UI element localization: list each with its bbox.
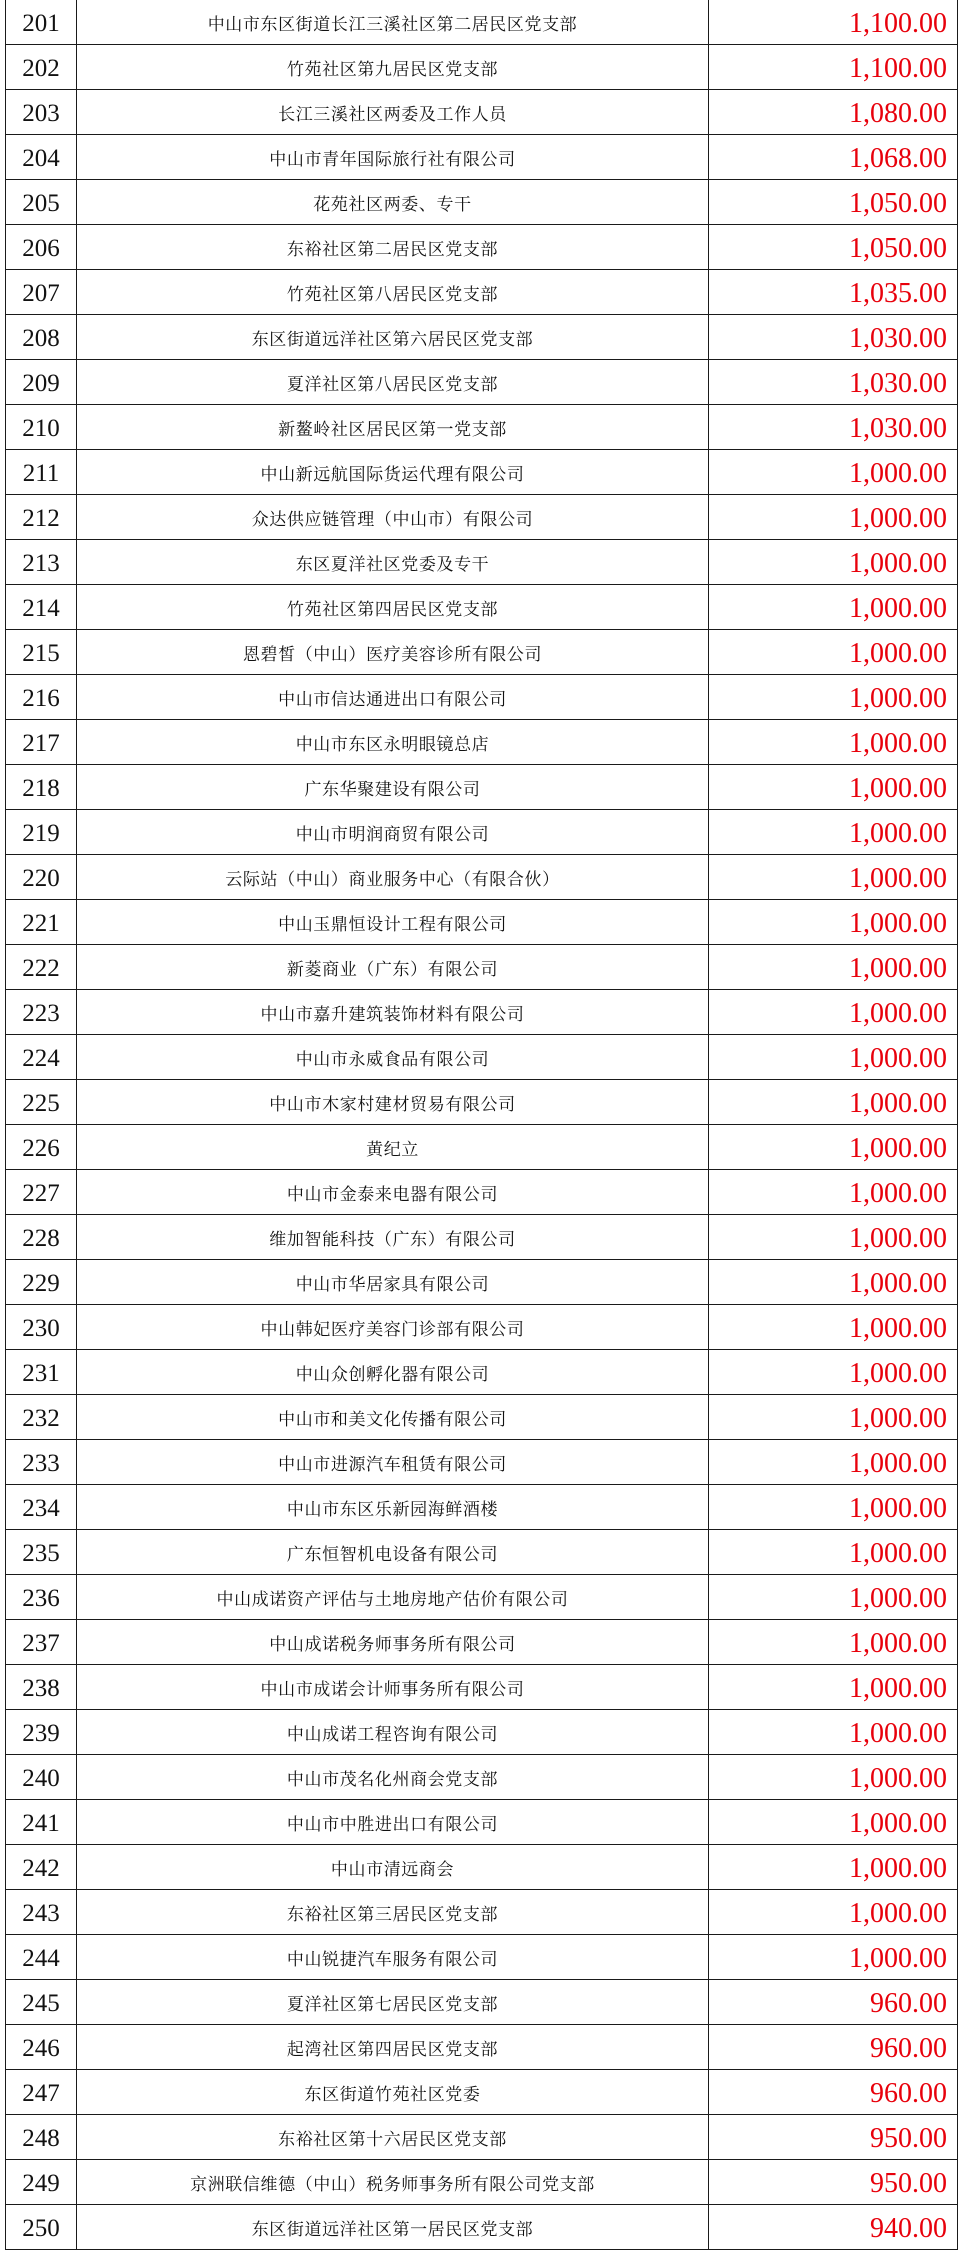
donor-name-cell: 新鳌岭社区居民区第一党支部: [77, 405, 709, 450]
row-number-cell: 229: [6, 1260, 77, 1305]
donor-name-cell: 中山新远航国际货运代理有限公司: [77, 450, 709, 495]
table-row: [6, 180, 958, 225]
amount-cell: 1,000.00: [709, 1170, 958, 1215]
table-row: [6, 1170, 958, 1215]
donor-name-cell: 竹苑社区第九居民区党支部: [77, 45, 709, 90]
donor-name-cell: 中山市永威食品有限公司: [77, 1035, 709, 1080]
table-row: [6, 1350, 958, 1395]
row-number-cell: 207: [6, 270, 77, 315]
amount-cell: 1,000.00: [709, 900, 958, 945]
amount-cell: 1,000.00: [709, 720, 958, 765]
row-number-cell: 208: [6, 315, 77, 360]
amount-cell: 1,000.00: [709, 1620, 958, 1665]
row-number-cell: 223: [6, 990, 77, 1035]
donor-name-cell: 夏洋社区第七居民区党支部: [77, 1980, 709, 2025]
row-number-cell: 250: [6, 2205, 77, 2250]
row-number-cell: 216: [6, 675, 77, 720]
row-number-cell: 234: [6, 1485, 77, 1530]
amount-cell: 1,000.00: [709, 1395, 958, 1440]
donor-name-cell: 中山市东区乐新园海鲜酒楼: [77, 1485, 709, 1530]
donor-name-cell: 中山市华居家具有限公司: [77, 1260, 709, 1305]
amount-cell: 1,030.00: [709, 360, 958, 405]
donor-name-cell: 云际站（中山）商业服务中心（有限合伙）: [77, 855, 709, 900]
amount-cell: 1,000.00: [709, 1260, 958, 1305]
row-number-cell: 205: [6, 180, 77, 225]
donor-name-cell: 夏洋社区第八居民区党支部: [77, 360, 709, 405]
table-row: [6, 495, 958, 540]
row-number-cell: 209: [6, 360, 77, 405]
row-number-cell: 204: [6, 135, 77, 180]
row-number-cell: 212: [6, 495, 77, 540]
donor-name-cell: 长江三溪社区两委及工作人员: [77, 90, 709, 135]
amount-cell: 1,050.00: [709, 225, 958, 270]
amount-cell: 960.00: [709, 2025, 958, 2070]
amount-cell: 1,000.00: [709, 1485, 958, 1530]
donor-name-cell: 中山成诺税务师事务所有限公司: [77, 1620, 709, 1665]
amount-cell: 1,100.00: [709, 0, 958, 45]
amount-cell: 1,000.00: [709, 1440, 958, 1485]
donation-table: [5, 0, 958, 2250]
amount-cell: 1,000.00: [709, 810, 958, 855]
amount-cell: 1,000.00: [709, 1035, 958, 1080]
table-row: [6, 720, 958, 765]
table-row: [6, 1575, 958, 1620]
table-row: [6, 1215, 958, 1260]
table-row: [6, 315, 958, 360]
row-number-cell: 219: [6, 810, 77, 855]
table-row: [6, 945, 958, 990]
amount-cell: 1,080.00: [709, 90, 958, 135]
donor-name-cell: 中山市和美文化传播有限公司: [77, 1395, 709, 1440]
row-number-cell: 249: [6, 2160, 77, 2205]
donor-name-cell: 中山市信达通进出口有限公司: [77, 675, 709, 720]
donor-name-cell: 中山韩妃医疗美容门诊部有限公司: [77, 1305, 709, 1350]
amount-cell: 1,000.00: [709, 1215, 958, 1260]
table-row: [6, 1530, 958, 1575]
donor-name-cell: 中山市中胜进出口有限公司: [77, 1800, 709, 1845]
table-row: [6, 1935, 958, 1980]
amount-cell: 1,000.00: [709, 1665, 958, 1710]
row-number-cell: 211: [6, 450, 77, 495]
donor-name-cell: 东裕社区第三居民区党支部: [77, 1890, 709, 1935]
table-row: [6, 45, 958, 90]
donor-name-cell: 新菱商业（广东）有限公司: [77, 945, 709, 990]
table-row: [6, 225, 958, 270]
amount-cell: 1,000.00: [709, 1530, 958, 1575]
donor-name-cell: 广东恒智机电设备有限公司: [77, 1530, 709, 1575]
amount-cell: 1,000.00: [709, 450, 958, 495]
row-number-cell: 202: [6, 45, 77, 90]
table-row: [6, 1305, 958, 1350]
row-number-cell: 243: [6, 1890, 77, 1935]
row-number-cell: 221: [6, 900, 77, 945]
row-number-cell: 231: [6, 1350, 77, 1395]
donor-name-cell: 中山市明润商贸有限公司: [77, 810, 709, 855]
donor-name-cell: 东区夏洋社区党委及专干: [77, 540, 709, 585]
amount-cell: 950.00: [709, 2160, 958, 2205]
row-number-cell: 228: [6, 1215, 77, 1260]
row-number-cell: 227: [6, 1170, 77, 1215]
table-row: [6, 900, 958, 945]
table-row: [6, 765, 958, 810]
row-number-cell: 222: [6, 945, 77, 990]
row-number-cell: 213: [6, 540, 77, 585]
donor-name-cell: 中山市茂名化州商会党支部: [77, 1755, 709, 1800]
donor-name-cell: 京洲联信维德（中山）税务师事务所有限公司党支部: [77, 2160, 709, 2205]
row-number-cell: 201: [6, 0, 77, 45]
amount-cell: 950.00: [709, 2115, 958, 2160]
amount-cell: 1,000.00: [709, 1305, 958, 1350]
table-row: [6, 360, 958, 405]
amount-cell: 1,000.00: [709, 585, 958, 630]
table-row: [6, 1755, 958, 1800]
amount-cell: 1,000.00: [709, 1800, 958, 1845]
amount-cell: 1,030.00: [709, 315, 958, 360]
table-row: [6, 2115, 958, 2160]
donor-name-cell: 广东华聚建设有限公司: [77, 765, 709, 810]
table-row: [6, 1485, 958, 1530]
amount-cell: 1,000.00: [709, 1125, 958, 1170]
amount-cell: 1,000.00: [709, 855, 958, 900]
table-row: [6, 270, 958, 315]
amount-cell: 1,000.00: [709, 675, 958, 720]
row-number-cell: 245: [6, 1980, 77, 2025]
table-row: [6, 1620, 958, 1665]
table-row: [6, 90, 958, 135]
amount-cell: 960.00: [709, 1980, 958, 2025]
table-row: [6, 1665, 958, 1710]
amount-cell: 1,000.00: [709, 1935, 958, 1980]
donor-name-cell: 中山市木家村建材贸易有限公司: [77, 1080, 709, 1125]
table-row: [6, 2160, 958, 2205]
amount-cell: 1,030.00: [709, 405, 958, 450]
table-row: [6, 585, 958, 630]
row-number-cell: 235: [6, 1530, 77, 1575]
row-number-cell: 203: [6, 90, 77, 135]
row-number-cell: 236: [6, 1575, 77, 1620]
donor-name-cell: 东裕社区第二居民区党支部: [77, 225, 709, 270]
table-row: [6, 1800, 958, 1845]
row-number-cell: 241: [6, 1800, 77, 1845]
table-row: [6, 1035, 958, 1080]
table-row: [6, 630, 958, 675]
table-row: [6, 1080, 958, 1125]
donor-name-cell: 花苑社区两委、专干: [77, 180, 709, 225]
row-number-cell: 246: [6, 2025, 77, 2070]
row-number-cell: 206: [6, 225, 77, 270]
donor-name-cell: 中山市清远商会: [77, 1845, 709, 1890]
row-number-cell: 248: [6, 2115, 77, 2160]
donor-name-cell: 中山成诺资产评估与土地房地产估价有限公司: [77, 1575, 709, 1620]
amount-cell: 1,000.00: [709, 1755, 958, 1800]
amount-cell: 1,000.00: [709, 990, 958, 1035]
donor-name-cell: 黄纪立: [77, 1125, 709, 1170]
row-number-cell: 242: [6, 1845, 77, 1890]
table-row: [6, 2205, 958, 2250]
table-row: [6, 855, 958, 900]
row-number-cell: 244: [6, 1935, 77, 1980]
row-number-cell: 214: [6, 585, 77, 630]
row-number-cell: 224: [6, 1035, 77, 1080]
amount-cell: 1,000.00: [709, 1890, 958, 1935]
donor-name-cell: 东区街道竹苑社区党委: [77, 2070, 709, 2115]
row-number-cell: 233: [6, 1440, 77, 1485]
row-number-cell: 247: [6, 2070, 77, 2115]
table-row: [6, 1980, 958, 2025]
donor-name-cell: 众达供应链管理（中山市）有限公司: [77, 495, 709, 540]
table-row: [6, 1710, 958, 1755]
donor-name-cell: 东区街道远洋社区第六居民区党支部: [77, 315, 709, 360]
donor-name-cell: 中山众创孵化器有限公司: [77, 1350, 709, 1395]
amount-cell: 940.00: [709, 2205, 958, 2250]
donor-name-cell: 中山锐捷汽车服务有限公司: [77, 1935, 709, 1980]
donor-name-cell: 中山市东区街道长江三溪社区第二居民区党支部: [77, 0, 709, 45]
row-number-cell: 237: [6, 1620, 77, 1665]
amount-cell: 1,000.00: [709, 1350, 958, 1395]
donor-name-cell: 恩碧皙（中山）医疗美容诊所有限公司: [77, 630, 709, 675]
table-row: [6, 810, 958, 855]
amount-cell: 1,000.00: [709, 1845, 958, 1890]
donor-name-cell: 中山玉鼎恒设计工程有限公司: [77, 900, 709, 945]
donor-name-cell: 维加智能科技（广东）有限公司: [77, 1215, 709, 1260]
row-number-cell: 232: [6, 1395, 77, 1440]
amount-cell: 1,000.00: [709, 1575, 958, 1620]
amount-cell: 1,068.00: [709, 135, 958, 180]
table-row: [6, 1260, 958, 1305]
table-row: [6, 405, 958, 450]
donor-name-cell: 竹苑社区第八居民区党支部: [77, 270, 709, 315]
amount-cell: 1,000.00: [709, 945, 958, 990]
table-row: [6, 450, 958, 495]
table-row: [6, 1125, 958, 1170]
donor-name-cell: 中山成诺工程咨询有限公司: [77, 1710, 709, 1755]
donor-name-cell: 中山市进源汽车租赁有限公司: [77, 1440, 709, 1485]
amount-cell: 960.00: [709, 2070, 958, 2115]
donor-name-cell: 中山市成诺会计师事务所有限公司: [77, 1665, 709, 1710]
donor-name-cell: 中山市嘉升建筑装饰材料有限公司: [77, 990, 709, 1035]
row-number-cell: 226: [6, 1125, 77, 1170]
table-row: [6, 1845, 958, 1890]
table-row: [6, 0, 958, 45]
table-row: [6, 1890, 958, 1935]
table-row: [6, 1395, 958, 1440]
table-row: [6, 1440, 958, 1485]
donor-name-cell: 中山市青年国际旅行社有限公司: [77, 135, 709, 180]
row-number-cell: 225: [6, 1080, 77, 1125]
row-number-cell: 218: [6, 765, 77, 810]
amount-cell: 1,000.00: [709, 540, 958, 585]
row-number-cell: 215: [6, 630, 77, 675]
amount-cell: 1,000.00: [709, 1080, 958, 1125]
amount-cell: 1,050.00: [709, 180, 958, 225]
row-number-cell: 220: [6, 855, 77, 900]
row-number-cell: 230: [6, 1305, 77, 1350]
donor-name-cell: 东裕社区第十六居民区党支部: [77, 2115, 709, 2160]
donor-name-cell: 东区街道远洋社区第一居民区党支部: [77, 2205, 709, 2250]
row-number-cell: 217: [6, 720, 77, 765]
amount-cell: 1,000.00: [709, 495, 958, 540]
donation-table-body: [6, 0, 958, 2250]
amount-cell: 1,000.00: [709, 630, 958, 675]
table-row: [6, 990, 958, 1035]
amount-cell: 1,100.00: [709, 45, 958, 90]
table-row: [6, 2025, 958, 2070]
row-number-cell: 238: [6, 1665, 77, 1710]
row-number-cell: 210: [6, 405, 77, 450]
table-row: [6, 675, 958, 720]
amount-cell: 1,000.00: [709, 1710, 958, 1755]
donor-name-cell: 中山市金泰来电器有限公司: [77, 1170, 709, 1215]
donor-name-cell: 中山市东区永明眼镜总店: [77, 720, 709, 765]
donor-name-cell: 竹苑社区第四居民区党支部: [77, 585, 709, 630]
amount-cell: 1,035.00: [709, 270, 958, 315]
row-number-cell: 239: [6, 1710, 77, 1755]
amount-cell: 1,000.00: [709, 765, 958, 810]
table-row: [6, 2070, 958, 2115]
row-number-cell: 240: [6, 1755, 77, 1800]
donor-name-cell: 起湾社区第四居民区党支部: [77, 2025, 709, 2070]
table-row: [6, 540, 958, 585]
table-row: [6, 135, 958, 180]
